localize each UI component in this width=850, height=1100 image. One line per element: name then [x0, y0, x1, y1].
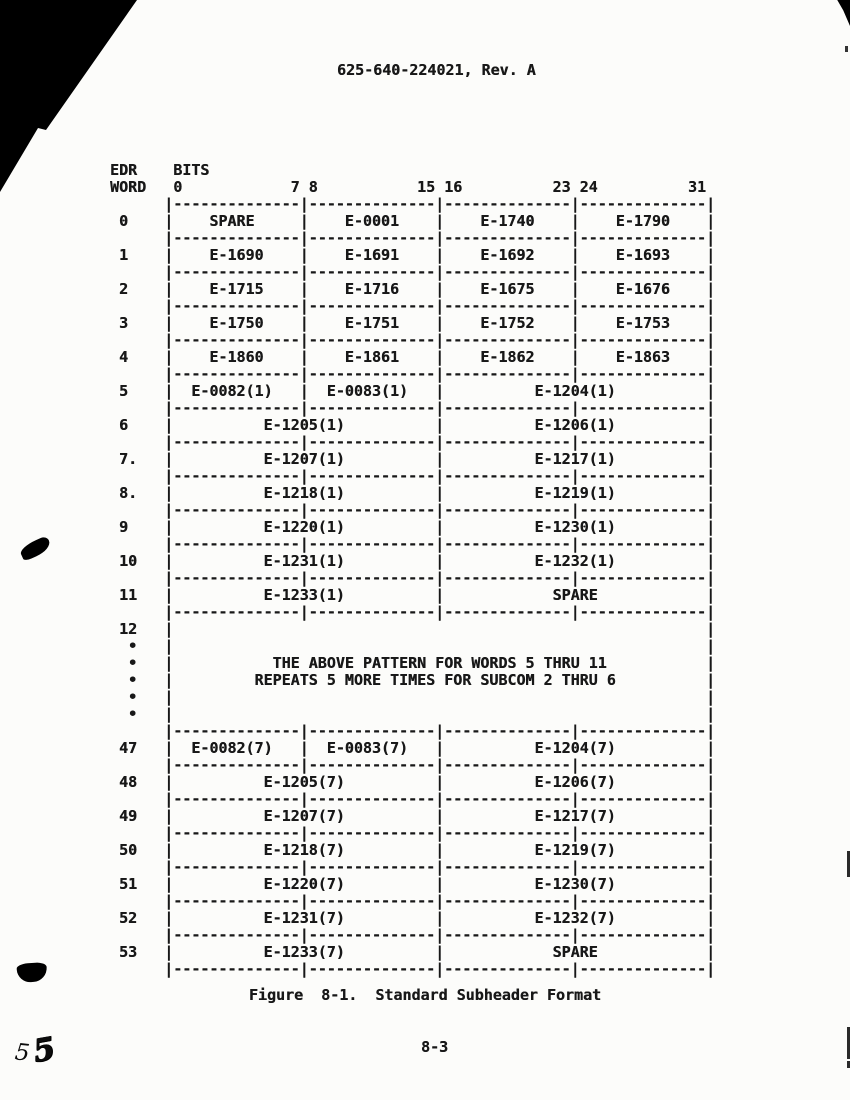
- table-row: [110, 417, 715, 434]
- dashed-line: |--------------|--------------|--------------|--------------|: [110, 535, 716, 553]
- word-number: 11: [110, 586, 165, 604]
- table-cell: E-1220(7): [173, 875, 436, 893]
- table-row: [110, 842, 715, 859]
- table-row: [110, 587, 715, 604]
- cell-border: |: [435, 807, 445, 825]
- cell-border: |: [299, 246, 309, 264]
- scan-artifact-ink-blob: [18, 535, 52, 561]
- table-row: [110, 383, 715, 400]
- note-text: REPEATS 5 MORE TIMES FOR SUBCOM 2 THRU 6: [173, 671, 707, 689]
- table-note-row: [110, 689, 715, 706]
- ellipsis-dot: •: [110, 705, 165, 723]
- table-cell: E-1231(7): [173, 909, 436, 927]
- dashed-line: |--------------|--------------|--------------|--------------|: [110, 926, 716, 944]
- cell-border: |: [164, 416, 174, 434]
- cell-border: |: [435, 416, 445, 434]
- table-separator: [110, 332, 715, 349]
- edr-word-label: WORD: [110, 178, 174, 196]
- word-number: 1: [110, 246, 165, 264]
- cell-border: |: [164, 314, 174, 332]
- table-cell: E-1204(1): [444, 382, 707, 400]
- table-cell: E-1218(7): [173, 841, 436, 859]
- cell-border: |: [706, 773, 716, 791]
- cell-border: |: [435, 739, 445, 757]
- table-header-row: [110, 179, 715, 196]
- cell-border: |: [706, 212, 716, 230]
- table-cell: E-1676: [579, 280, 707, 298]
- table-cell: E-1206(7): [444, 773, 707, 791]
- table-separator: [110, 298, 715, 315]
- table-cell: SPARE: [444, 586, 707, 604]
- ellipsis-dot: •: [110, 637, 165, 655]
- dashed-line: |--------------|--------------|--------------|--------------|: [110, 569, 716, 587]
- table-cell: E-1752: [444, 314, 571, 332]
- cell-border: |: [164, 688, 174, 706]
- edr-word-label: EDR: [110, 161, 174, 179]
- table-separator: [110, 791, 715, 808]
- table-cell: E-1692: [444, 246, 571, 264]
- cell-border: |: [164, 382, 174, 400]
- dashed-line: |--------------|--------------|--------------|--------------|: [110, 195, 716, 213]
- word-number: 51: [110, 875, 165, 893]
- dashed-line: |--------------|--------------|--------------|--------------|: [110, 365, 716, 383]
- word-number: 4: [110, 348, 165, 366]
- word-number: 10: [110, 552, 165, 570]
- table-row: [110, 910, 715, 927]
- table-cell: E-1230(1): [444, 518, 707, 536]
- cell-border: |: [164, 348, 174, 366]
- cell-border: |: [299, 212, 309, 230]
- note-text: THE ABOVE PATTERN FOR WORDS 5 THRU 11: [173, 654, 707, 672]
- table-cell: E-1206(1): [444, 416, 707, 434]
- cell-border: |: [435, 212, 445, 230]
- table-cell: E-1205(7): [173, 773, 436, 791]
- ellipsis-dot: •: [110, 688, 165, 706]
- cell-border: | |: [164, 620, 716, 638]
- table-cell: E-1751: [308, 314, 436, 332]
- table-header-row: [110, 162, 715, 179]
- cell-border: |: [706, 841, 716, 859]
- dashed-line: |--------------|--------------|--------------|--------------|: [110, 824, 716, 842]
- scan-artifact-speck: [845, 46, 848, 52]
- table-note-row: [110, 706, 715, 723]
- table-row: [110, 519, 715, 536]
- cell-border: |: [164, 280, 174, 298]
- word-number: 2: [110, 280, 165, 298]
- table-separator: [110, 468, 715, 485]
- table-cell: E-1217(1): [444, 450, 707, 468]
- cell-border: |: [164, 450, 174, 468]
- word-number: 49: [110, 807, 165, 825]
- handwritten-mark: [13, 1030, 58, 1070]
- dashed-line: |--------------|--------------|--------------|--------------|: [110, 756, 716, 774]
- table-cell: E-1220(1): [173, 518, 436, 536]
- table-separator: [110, 927, 715, 944]
- dashed-line: |--------------|--------------|--------------|--------------|: [110, 331, 716, 349]
- cell-border: |: [435, 484, 445, 502]
- table-cell: E-1715: [173, 280, 300, 298]
- cell-border: |: [164, 246, 174, 264]
- cell-border: |: [706, 246, 716, 264]
- table-cell: E-0083(7): [308, 739, 436, 757]
- cell-border: |: [706, 348, 716, 366]
- table-row: [110, 740, 715, 757]
- table-cell: E-1230(7): [444, 875, 707, 893]
- cell-border: |: [299, 382, 309, 400]
- dashed-line: |--------------|--------------|--------------|--------------|: [110, 399, 716, 417]
- table-row: [110, 774, 715, 791]
- cell-border: |: [435, 246, 445, 264]
- word-number: 6: [110, 416, 165, 434]
- cell-border: |: [164, 875, 174, 893]
- cell-border: |: [164, 943, 174, 961]
- table-separator: [110, 961, 715, 978]
- cell-border: |: [164, 518, 174, 536]
- table-cell: E-1217(7): [444, 807, 707, 825]
- table-cell: E-1691: [308, 246, 436, 264]
- word-number: 47: [110, 739, 165, 757]
- table-cell: E-1231(1): [173, 552, 436, 570]
- cell-border: |: [299, 739, 309, 757]
- cell-border: |: [706, 688, 716, 706]
- table-row: [110, 281, 715, 298]
- cell-border: |: [706, 807, 716, 825]
- handwritten-digit: 5: [29, 1030, 58, 1070]
- table-row: [110, 213, 715, 230]
- table-cell: E-1750: [173, 314, 300, 332]
- table-separator: [110, 230, 715, 247]
- cell-border: |: [164, 671, 174, 689]
- cell-border: |: [435, 909, 445, 927]
- cell-border: |: [435, 280, 445, 298]
- table-cell: E-0082(7): [173, 739, 300, 757]
- dashed-line: |--------------|--------------|--------------|--------------|: [110, 467, 716, 485]
- cell-border: |: [706, 637, 716, 655]
- cell-border: |: [706, 518, 716, 536]
- word-number: 53: [110, 943, 165, 961]
- cell-border: |: [435, 943, 445, 961]
- cell-border: |: [706, 586, 716, 604]
- dashed-line: |--------------|--------------|--------------|--------------|: [110, 263, 716, 281]
- table-cell: E-1716: [308, 280, 436, 298]
- table-separator: [110, 757, 715, 774]
- word-number: 48: [110, 773, 165, 791]
- table-cell: E-1675: [444, 280, 571, 298]
- cell-border: |: [164, 552, 174, 570]
- table-row: [110, 876, 715, 893]
- table-cell: E-1232(1): [444, 552, 707, 570]
- cell-border: |: [570, 280, 580, 298]
- table-row: [110, 485, 715, 502]
- cell-border: |: [164, 739, 174, 757]
- cell-border: |: [164, 484, 174, 502]
- dashed-line: |--------------|--------------|--------------|--------------|: [110, 297, 716, 315]
- word-number: 52: [110, 909, 165, 927]
- cell-border: |: [164, 841, 174, 859]
- cell-border: |: [706, 382, 716, 400]
- cell-border: |: [435, 382, 445, 400]
- word-number: 0: [110, 212, 165, 230]
- cell-border: |: [299, 280, 309, 298]
- table-cell: E-1790: [579, 212, 707, 230]
- word-number: 12: [110, 620, 165, 638]
- table-cell: E-1862: [444, 348, 571, 366]
- table-row: [110, 247, 715, 264]
- cell-border: |: [706, 875, 716, 893]
- dashed-line: |--------------|--------------|--------------|--------------|: [110, 501, 716, 519]
- table-separator: [110, 400, 715, 417]
- cell-border: |: [164, 705, 174, 723]
- dashed-line: |--------------|--------------|--------------|--------------|: [110, 722, 716, 740]
- cell-border: |: [706, 314, 716, 332]
- cell-border: |: [435, 314, 445, 332]
- cell-border: |: [164, 773, 174, 791]
- table-cell: E-1207(1): [173, 450, 436, 468]
- table-cell: E-1233(7): [173, 943, 436, 961]
- table-note-row: [110, 672, 715, 689]
- table-separator: [110, 434, 715, 451]
- cell-border: |: [164, 654, 174, 672]
- table-cell: SPARE: [173, 212, 300, 230]
- cell-border: |: [706, 450, 716, 468]
- handwritten-digit: 5: [13, 1039, 31, 1067]
- cell-border: |: [706, 484, 716, 502]
- table-separator: [110, 264, 715, 281]
- scan-artifact-ink-blob: [16, 962, 47, 983]
- table-note-row: [110, 638, 715, 655]
- table-separator: [110, 196, 715, 213]
- dashed-line: |--------------|--------------|--------------|--------------|: [110, 892, 716, 910]
- table-separator: [110, 723, 715, 740]
- table-separator: [110, 536, 715, 553]
- cell-border: |: [706, 654, 716, 672]
- table-row: [110, 808, 715, 825]
- table-row: [110, 451, 715, 468]
- cell-border: |: [706, 552, 716, 570]
- table-cell: E-1232(7): [444, 909, 707, 927]
- dashed-line: |--------------|--------------|--------------|--------------|: [110, 960, 716, 978]
- cell-border: |: [706, 671, 716, 689]
- table-cell: SPARE: [444, 943, 707, 961]
- table-row: [110, 315, 715, 332]
- cell-border: |: [706, 943, 716, 961]
- dashed-line: |--------------|--------------|--------------|--------------|: [110, 229, 716, 247]
- dashed-line: |--------------|--------------|--------------|--------------|: [110, 603, 716, 621]
- table-cell: E-1218(1): [173, 484, 436, 502]
- table-cell: E-1693: [579, 246, 707, 264]
- ellipsis-dot: •: [110, 671, 165, 689]
- page-number: 8-3: [421, 1038, 449, 1056]
- cell-border: |: [570, 212, 580, 230]
- word-number: 50: [110, 841, 165, 859]
- cell-border: |: [299, 314, 309, 332]
- ellipsis-dot: •: [110, 654, 165, 672]
- cell-border: |: [435, 518, 445, 536]
- cell-border: |: [706, 280, 716, 298]
- bits-label: BITS: [173, 161, 210, 179]
- word-number: 9: [110, 518, 165, 536]
- cell-border: |: [570, 314, 580, 332]
- table-row: [110, 553, 715, 570]
- dashed-line: |--------------|--------------|--------------|--------------|: [110, 790, 716, 808]
- table-cell: E-1860: [173, 348, 300, 366]
- cell-border: |: [435, 348, 445, 366]
- cell-border: |: [570, 348, 580, 366]
- table-row: [110, 349, 715, 366]
- bit-numbers: 0 7 8 15 16 23 24 31: [173, 178, 707, 196]
- table-cell: E-1690: [173, 246, 300, 264]
- cell-border: |: [706, 416, 716, 434]
- table-note-row: [110, 655, 715, 672]
- table-cell: E-1219(1): [444, 484, 707, 502]
- table-cell: E-1740: [444, 212, 571, 230]
- word-number: 3: [110, 314, 165, 332]
- table-row: [110, 944, 715, 961]
- table-cell: E-1861: [308, 348, 436, 366]
- doc-number: 625-640-224021, Rev. A: [337, 61, 536, 79]
- cell-border: |: [299, 348, 309, 366]
- word-number: 5: [110, 382, 165, 400]
- cell-border: |: [435, 552, 445, 570]
- table-cell: E-1219(7): [444, 841, 707, 859]
- table-cell: E-1753: [579, 314, 707, 332]
- cell-border: |: [164, 212, 174, 230]
- word-number: 8.: [110, 484, 165, 502]
- cell-border: |: [706, 909, 716, 927]
- table-separator: [110, 366, 715, 383]
- word-number: 7.: [110, 450, 165, 468]
- dashed-line: |--------------|--------------|--------------|--------------|: [110, 433, 716, 451]
- cell-border: |: [435, 586, 445, 604]
- table-cell: E-0001: [308, 212, 436, 230]
- dashed-line: |--------------|--------------|--------------|--------------|: [110, 858, 716, 876]
- scan-artifact-corner-top-right: [835, 0, 850, 26]
- table-cell: E-1863: [579, 348, 707, 366]
- table-cell: E-0082(1): [173, 382, 300, 400]
- cell-border: |: [435, 450, 445, 468]
- cell-border: |: [164, 586, 174, 604]
- table-cell: E-1204(7): [444, 739, 707, 757]
- table-separator: [110, 570, 715, 587]
- cell-border: |: [706, 739, 716, 757]
- cell-border: |: [570, 246, 580, 264]
- cell-border: |: [435, 773, 445, 791]
- cell-border: |: [706, 705, 716, 723]
- table-separator: [110, 825, 715, 842]
- table-cell: E-1233(1): [173, 586, 436, 604]
- table-separator: [110, 502, 715, 519]
- table-cell: E-1207(7): [173, 807, 436, 825]
- table-separator: [110, 859, 715, 876]
- table-separator: [110, 893, 715, 910]
- figure-caption: Figure 8-1. Standard Subheader Format: [248, 986, 602, 1004]
- table-cell: E-1205(1): [173, 416, 436, 434]
- table-separator: [110, 604, 715, 621]
- table-note-row: [110, 621, 715, 638]
- cell-border: |: [164, 637, 174, 655]
- cell-border: |: [435, 875, 445, 893]
- cell-border: |: [164, 807, 174, 825]
- cell-border: |: [164, 909, 174, 927]
- subheader-format-table: [110, 162, 715, 978]
- cell-border: |: [435, 841, 445, 859]
- table-cell: E-0083(1): [308, 382, 436, 400]
